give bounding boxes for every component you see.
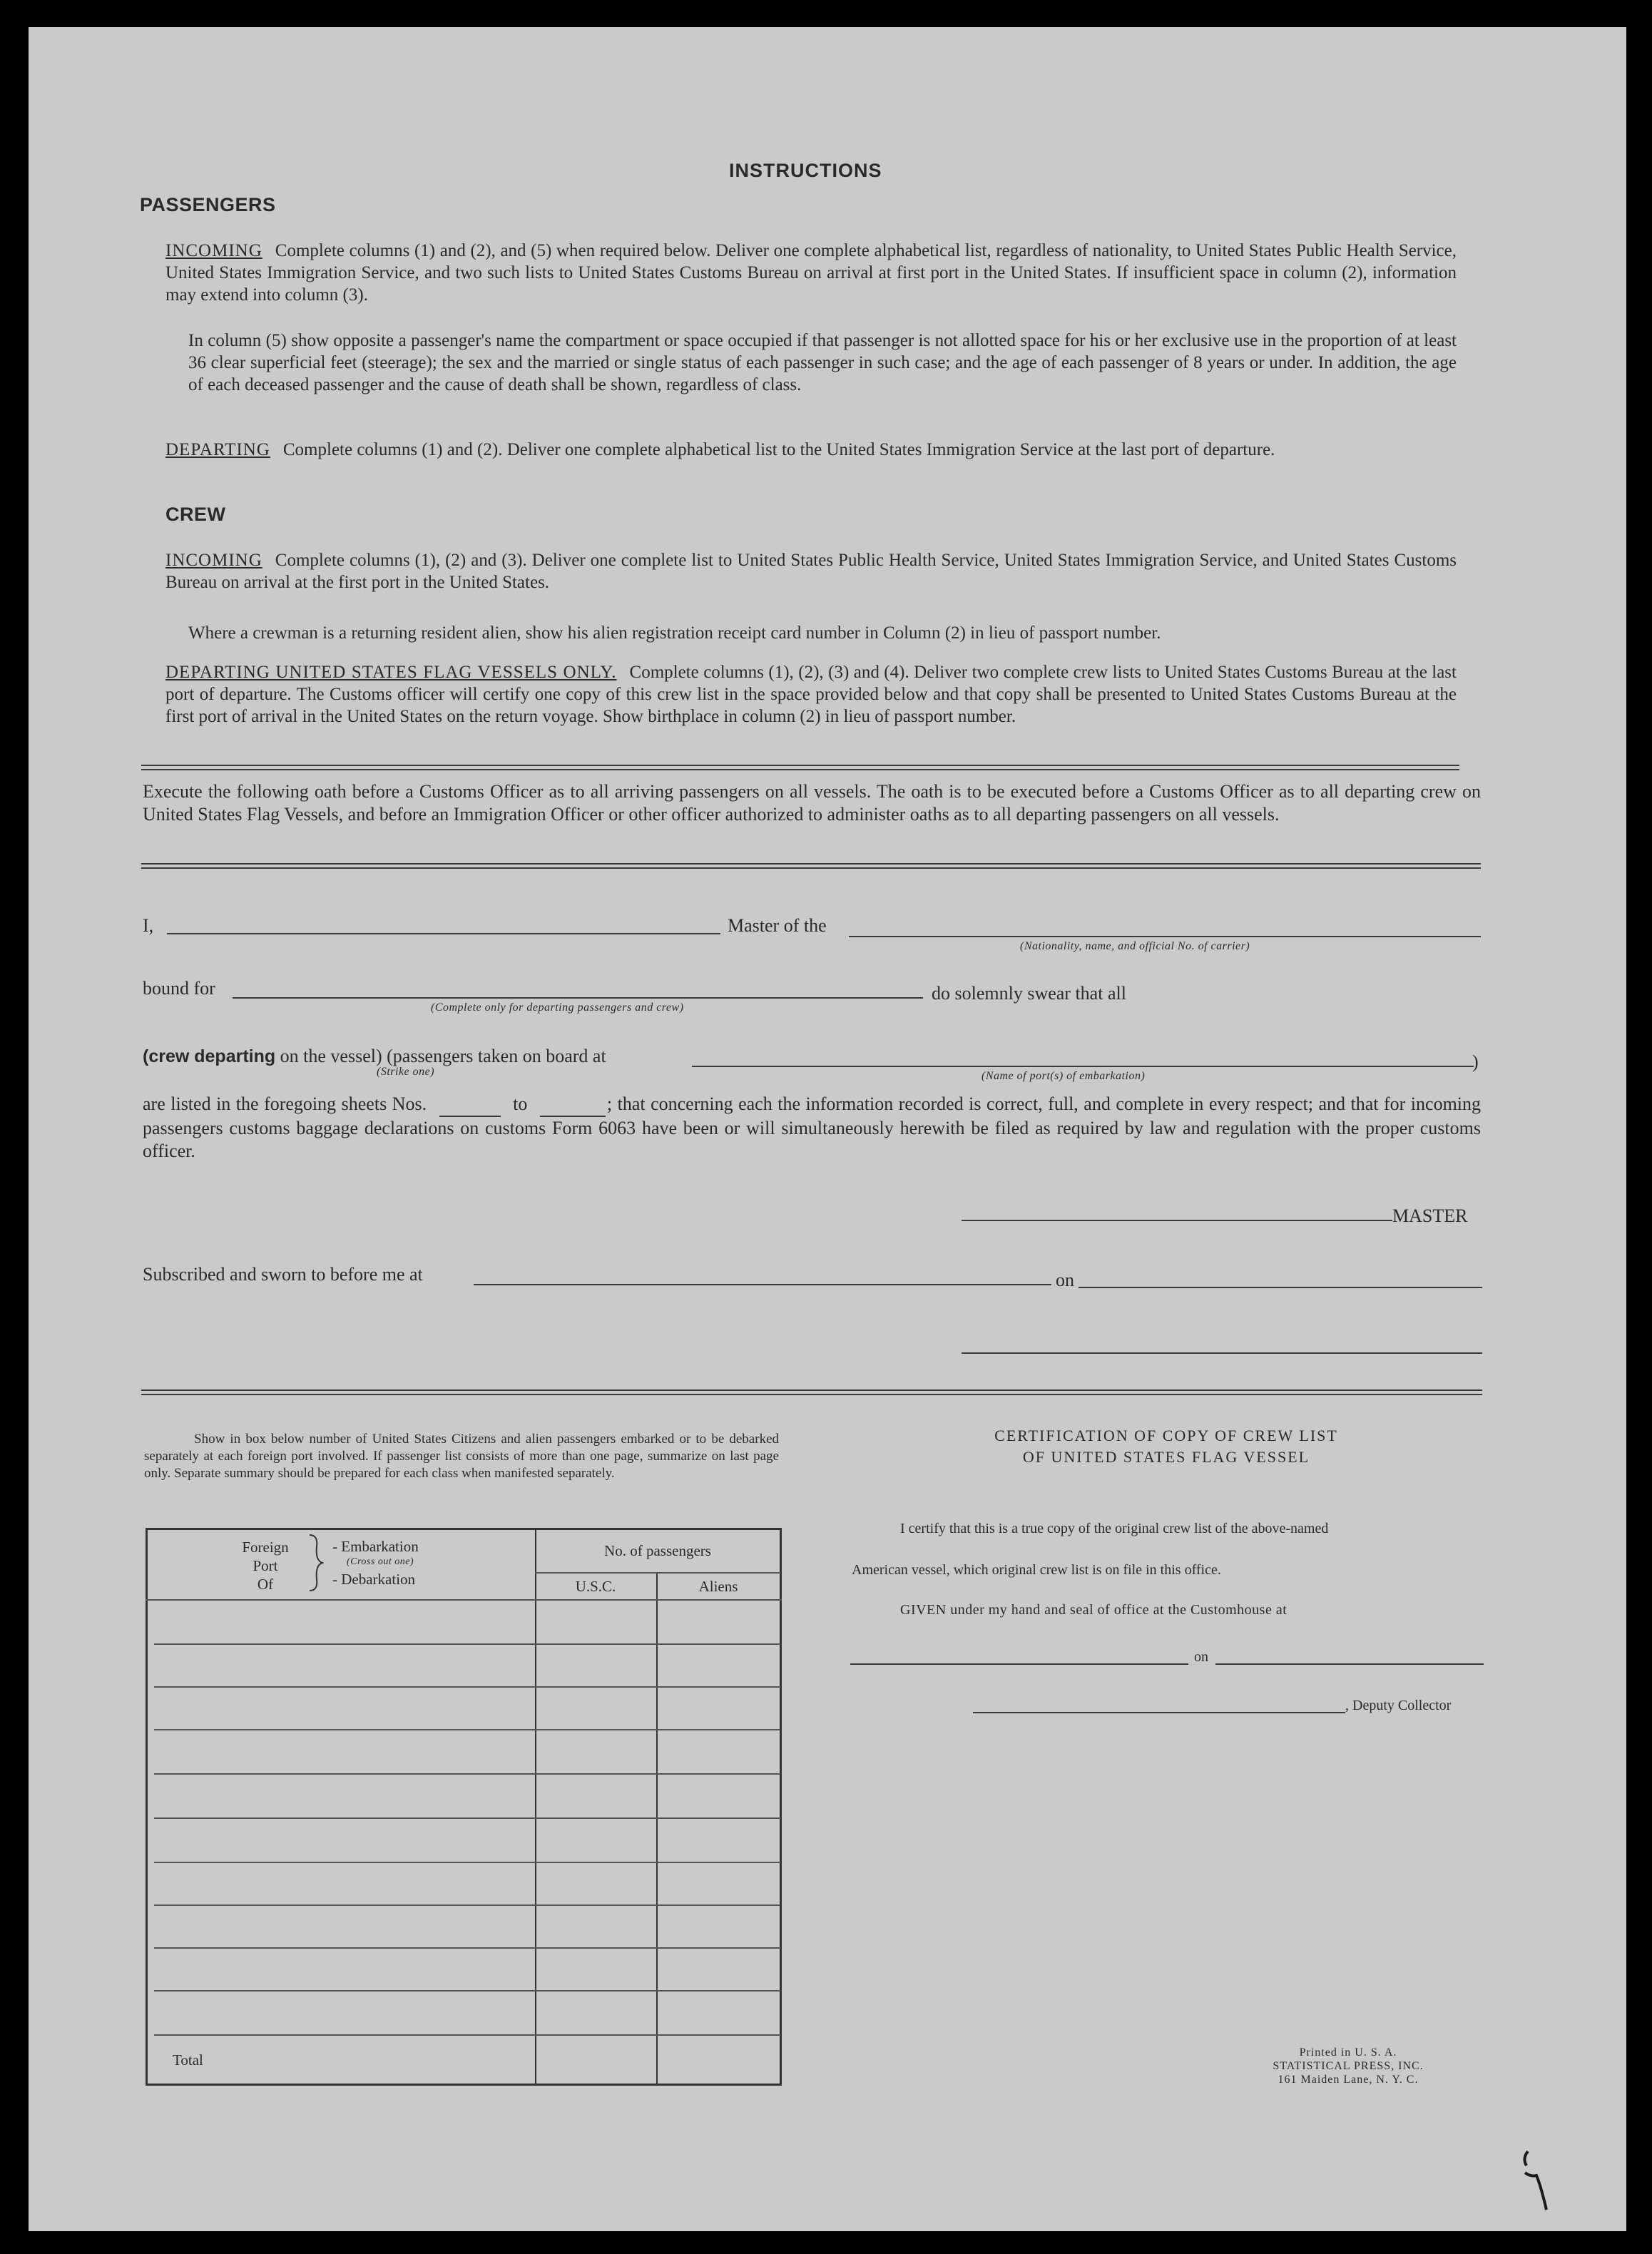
table-row	[154, 1990, 780, 1992]
passengers-taken-option[interactable]: (passengers taken on board at	[387, 1046, 606, 1066]
passengers-departing-label: DEPARTING	[165, 440, 270, 459]
crew-resident-paragraph: Where a crewman is a returning resident alien, show his alien registration receipt card number in Column (2) in lieu of passport number.	[188, 623, 1161, 643]
customhouse-field[interactable]	[850, 1663, 1188, 1665]
deputy-signature-field[interactable]	[973, 1712, 1345, 1713]
certification-date-field[interactable]	[1215, 1663, 1484, 1665]
swear-label: do solemnly swear that all	[932, 983, 1126, 1004]
table-row	[154, 1862, 780, 1863]
sworn-on-label: on	[1056, 1270, 1074, 1290]
on-vessel-text: on the vessel)	[280, 1046, 382, 1066]
crew-departing-option[interactable]: (crew departing	[143, 1046, 276, 1066]
table-row	[154, 1817, 780, 1819]
certify-line1: I certify that this is a true copy of the original crew list of the above-named	[900, 1521, 1329, 1536]
carrier-field[interactable]	[849, 936, 1481, 937]
certification-title	[884, 1425, 1448, 1468]
strike-hint: (Strike one)	[377, 1066, 435, 1078]
bound-for-label: bound for	[143, 978, 215, 999]
certification-on-label: on	[1194, 1649, 1208, 1665]
embarkation-option[interactable]: - Embarkation	[332, 1538, 419, 1555]
aliens-header: Aliens	[698, 1578, 738, 1595]
table-row	[154, 1686, 780, 1688]
printer-line3: 161 Maiden Lane, N. Y. C.	[1278, 2074, 1419, 2086]
officer-signature-field[interactable]	[962, 1352, 1482, 1354]
port-column-header	[208, 1538, 322, 1593]
oath-divider	[141, 863, 1481, 869]
table-row	[154, 2034, 780, 2036]
usc-header: U.S.C.	[575, 1578, 616, 1595]
table-header-subrule	[535, 1572, 780, 1574]
table-row	[154, 1729, 780, 1730]
table-divider-aliens	[656, 1572, 658, 2086]
bound-for-field[interactable]	[233, 997, 923, 999]
crew-heading: CREW	[165, 504, 226, 525]
listed-prefix: are listed in the foregoing sheets Nos.	[143, 1093, 427, 1114]
embarkation-ports-field[interactable]	[692, 1066, 1474, 1067]
certification-title-line2: OF UNITED STATES FLAG VESSEL	[1022, 1448, 1310, 1466]
listed-suffix: ; that concerning each the information recorded is correct, full, and complete in every respect; and that for incoming passengers customs baggage declarations on customs Form 6063 have been or will simultaneously herewith be filed as required by law and regulation with the proper customs officer.	[143, 1093, 1482, 1161]
pen-mark	[1516, 2144, 1559, 2223]
passengers-incoming-text: Complete columns (1) and (2), and (5) when required below. Deliver one complete alphabetical list, regardless of nationality, to United States Public Health Service, United States Immigration Service, and two such lists to United States Customs Bureau on arrival at first port in the United States. If insufficient space in column (2), information may extend into column (3).	[165, 241, 1457, 305]
ports-hint: (Name of port(s) of embarkation)	[981, 1070, 1146, 1082]
table-divider-usc	[535, 1528, 536, 2086]
printer-line2: STATISTICAL PRESS, INC.	[1273, 2060, 1424, 2072]
crew-departing-text: Complete columns (1), (2), (3) and (4). Deliver two complete crew lists to United States Customs Bureau at the last port of departure. The Customs officer will certify one copy of this crew list in the space provided below and that copy shall be presented to United States Customs Bureau at the first port of arrival in the United States on the return voyage. Show birthplace in column (2) in lieu of passport number.	[165, 663, 1457, 726]
printer-line1: Printed in U. S. A.	[1299, 2046, 1397, 2059]
passengers-incoming-paragraph	[165, 240, 1457, 306]
deputy-collector-label: , Deputy Collector	[1345, 1698, 1452, 1713]
sheets-from-field[interactable]	[439, 1093, 501, 1117]
passengers-departing-paragraph	[165, 439, 1457, 461]
passengers-incoming-label: INCOMING	[165, 241, 262, 260]
master-name-field[interactable]	[167, 933, 720, 934]
close-paren: )	[1472, 1051, 1479, 1072]
brace-icon	[308, 1534, 324, 1592]
total-label: Total	[173, 2051, 203, 2069]
bound-for-hint: (Complete only for departing passengers and crew)	[431, 1001, 684, 1014]
table-row	[154, 1643, 780, 1645]
table-row	[154, 1947, 780, 1949]
crew-departing-label: DEPARTING UNITED STATES FLAG VESSELS ONLY.	[165, 663, 617, 682]
port-header-line2: Port	[253, 1557, 278, 1574]
cross-out-hint: (Cross out one)	[347, 1556, 414, 1567]
port-header-line3: Of	[257, 1576, 274, 1593]
table-row	[154, 1904, 780, 1906]
oath-i-label: I,	[143, 915, 154, 936]
subscribed-label: Subscribed and sworn to before me at	[143, 1264, 423, 1285]
passengers-column5-paragraph: In column (5) show opposite a passenger's name the compartment or space occupied if that passenger is not allotted space for his or her exclusive use in the proportion of at least 36 clear superficial feet (steerage); the sex and the married or single status of each passenger in such case; and the age of each passenger of 8 years or under. In addition, the age of each deceased passenger and the cause of death shall be shown, regardless of class.	[188, 331, 1457, 394]
master-label: MASTER	[1392, 1205, 1468, 1226]
section-divider	[141, 765, 1459, 770]
printer-imprint	[1241, 2046, 1455, 2086]
oath-intro: Execute the following oath before a Customs Officer as to all arriving passengers on all vessels. The oath is to be executed before a Customs Officer as to all departing crew on United States Flag Vessels, and before an Immigration Officer or other officer authorized to administer oaths as to all departing passengers on all vessels.	[143, 781, 1481, 825]
listed-paragraph	[143, 1093, 1481, 1163]
master-of-label: Master of the	[728, 915, 827, 936]
crew-incoming-text: Complete columns (1), (2) and (3). Deliver one complete list to United States Public Health Service, United States Immigration Service, and United States Customs Bureau on arrival at the first port in the United States.	[165, 551, 1457, 592]
debarkation-option[interactable]: - Debarkation	[332, 1571, 416, 1588]
sworn-place-field[interactable]	[474, 1284, 1051, 1285]
passengers-departing-text: Complete columns (1) and (2). Deliver one complete alphabetical list to the United States Immigration Service at the last port of departure.	[282, 440, 1275, 459]
table-row	[154, 1773, 780, 1775]
table-header-rule	[146, 1599, 782, 1601]
crew-incoming-label: INCOMING	[165, 551, 262, 570]
crew-passenger-line	[143, 1046, 606, 1067]
passenger-summary-table	[146, 1528, 782, 2086]
passengers-count-header: No. of passengers	[604, 1542, 711, 1559]
port-header-line1: Foreign	[242, 1539, 289, 1556]
given-text: GIVEN under my hand and seal of office at the Customhouse at	[900, 1602, 1288, 1618]
passengers-heading: PASSENGERS	[140, 194, 276, 215]
certification-title-line1: CERTIFICATION OF COPY OF CREW LIST	[994, 1427, 1338, 1444]
to-label: to	[513, 1093, 528, 1114]
crew-incoming-paragraph	[165, 549, 1457, 593]
master-signature-field[interactable]	[962, 1220, 1392, 1221]
page-title: INSTRUCTIONS	[729, 160, 882, 181]
certify-line2: American vessel, which original crew list is on file in this office.	[852, 1562, 1221, 1578]
sheets-to-field[interactable]	[540, 1093, 606, 1117]
summary-instructions: Show in box below number of United States Citizens and alien passengers embarked or to be debarked separately at each foreign port involved. If passenger list consists of more than one page, summarize on last page only. Separate summary should be prepared for each class when manifested separately.	[144, 1432, 779, 1481]
sworn-date-field[interactable]	[1079, 1287, 1482, 1288]
bottom-divider	[141, 1389, 1482, 1395]
crew-departing-paragraph	[165, 661, 1457, 728]
carrier-hint: (Nationality, name, and official No. of carrier)	[1020, 940, 1250, 952]
